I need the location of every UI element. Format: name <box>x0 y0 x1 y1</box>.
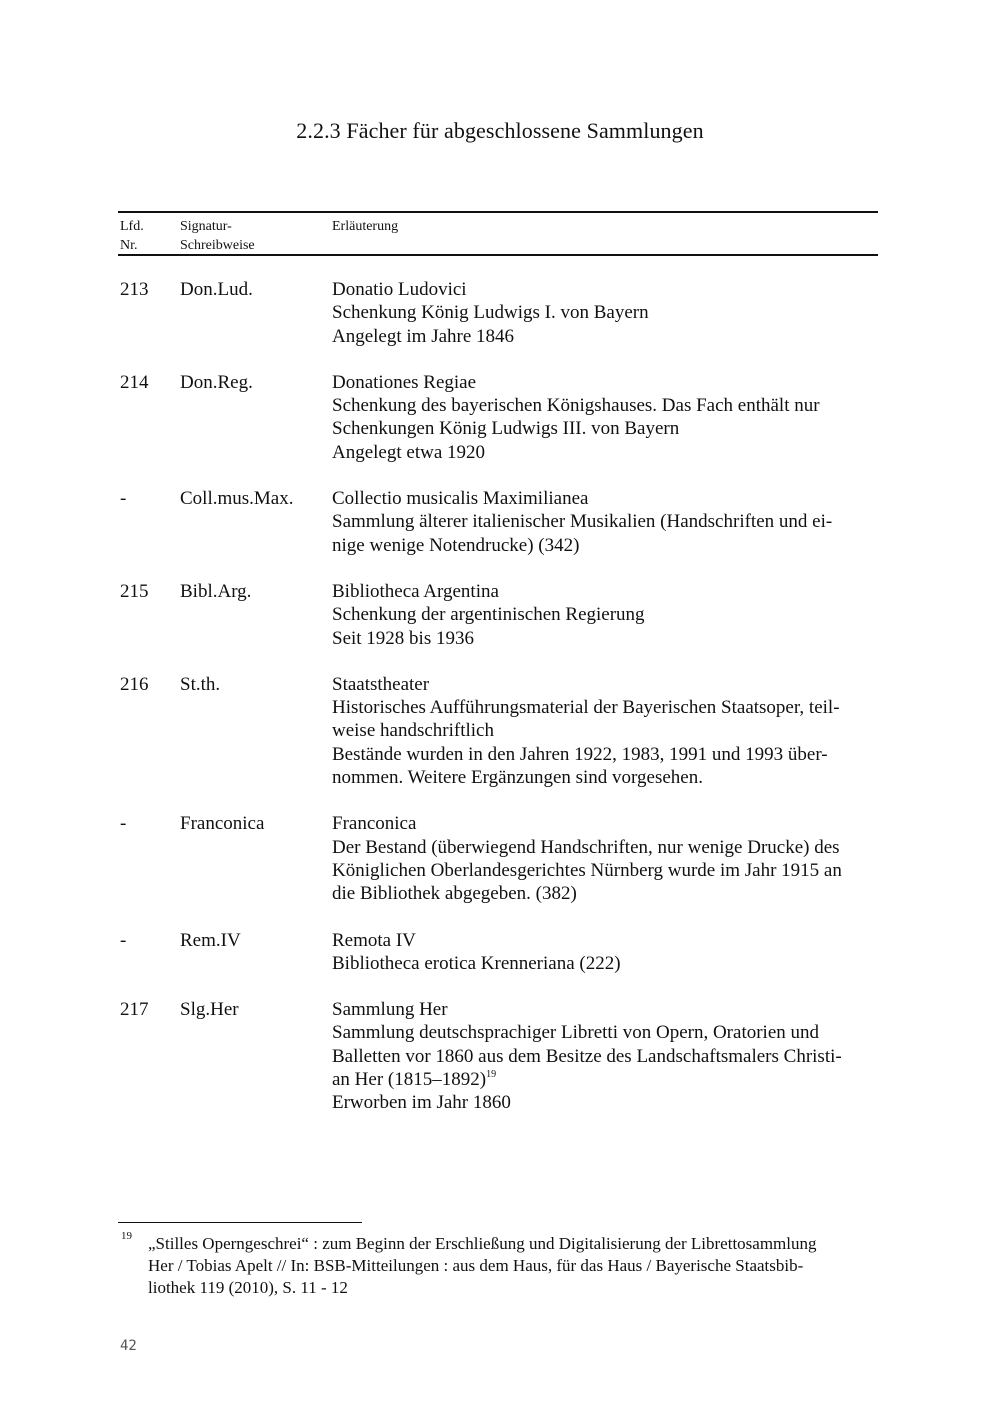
table-row <box>0 998 1000 1114</box>
description-line-text: Balletten vor 1860 aus dem Besitze des Landschaftsmalers Christi- <box>332 1045 842 1067</box>
row-number: 216 <box>120 673 149 695</box>
row-signatur: Rem.IV <box>180 929 241 951</box>
description-line <box>332 929 880 952</box>
row-description <box>332 998 880 1114</box>
row-signatur: Don.Lud. <box>180 279 253 300</box>
header-signatur <box>180 217 255 255</box>
row-signatur: Don.Reg. <box>180 371 253 393</box>
row-number: 213 <box>120 279 149 300</box>
footnote-line: liothek 119 (2010), S. 11 - 12 <box>148 1278 348 1297</box>
row-number: - <box>120 488 127 510</box>
description-line <box>332 417 880 440</box>
header-signatur-line1: Signatur- <box>180 219 232 234</box>
description-line <box>332 1045 880 1068</box>
description-line <box>332 673 880 696</box>
table-row <box>0 673 1000 789</box>
table-header-rule <box>118 254 878 256</box>
description-line <box>332 371 880 394</box>
description-line-text: Königlichen Oberlandesgerichtes Nürnberg wurde im Jahr 1915 an <box>332 859 842 881</box>
description-line-text: die Bibliothek abgegeben. (382) <box>332 883 577 905</box>
row-signatur: Coll.mus.Max. <box>180 488 294 510</box>
table-row <box>0 812 1000 905</box>
table-row <box>0 580 1000 650</box>
header-lfd: Lfd. <box>120 219 144 234</box>
description-line <box>332 812 880 835</box>
description-line <box>332 743 880 766</box>
row-description <box>332 487 880 557</box>
footnote-line: „Stilles Operngeschrei“ : zum Beginn der Erschließung und Digitalisierung der Librettosammlung <box>148 1234 817 1253</box>
table-row <box>0 929 1000 976</box>
row-description <box>332 371 880 464</box>
row-signatur: Franconica <box>180 813 265 835</box>
description-line-text: an Her (1815–1892) <box>332 1069 487 1091</box>
description-line <box>332 534 880 557</box>
row-number: 214 <box>120 371 149 393</box>
footnote-rule <box>118 1222 362 1223</box>
description-line <box>332 836 880 859</box>
row-signatur: St.th. <box>180 673 221 695</box>
row-signatur: Bibl.Arg. <box>180 580 252 602</box>
row-number: 215 <box>120 580 149 602</box>
row-number: - <box>120 813 127 835</box>
row-description <box>332 580 880 650</box>
description-line-text: Angelegt im Jahre 1846 <box>332 325 515 347</box>
footnote-line: Her / Tobias Apelt // In: BSB-Mitteilungen : aus dem Haus, für das Haus / Bayerische Staatsbib- <box>148 1256 804 1275</box>
description-line <box>332 1091 880 1114</box>
header-lfd-nr <box>120 217 144 255</box>
description-line-text: Bibliotheca Argentina <box>332 580 499 602</box>
description-line <box>332 580 880 603</box>
footnote-reference[interactable]: 19 <box>486 1069 497 1081</box>
description-line <box>332 510 880 533</box>
footnote-mark: 19 <box>121 1230 132 1242</box>
table-row <box>0 371 1000 464</box>
description-line <box>332 278 880 301</box>
description-line-text: Bibliotheca erotica Krenneriana (222) <box>332 952 621 974</box>
description-line-text: Der Bestand (überwiegend Handschriften, nur wenige Drucke) des <box>332 836 840 858</box>
description-line-text: nommen. Weitere Ergänzungen sind vorgesehen. <box>332 767 703 789</box>
description-line <box>332 441 880 464</box>
row-number: - <box>120 929 127 951</box>
description-line-text: Schenkungen König Ludwigs III. von Bayern <box>332 418 680 440</box>
description-line <box>332 859 880 882</box>
description-line-text: Sammlung Her <box>332 999 448 1021</box>
row-signatur: Slg.Her <box>180 999 239 1021</box>
row-description <box>332 929 880 976</box>
description-line-text: Donatio Ludovici <box>332 279 467 300</box>
description-line-text: Angelegt etwa 1920 <box>332 441 486 463</box>
description-line-text: Bestände wurden in den Jahren 1922, 1983, 1991 und 1993 über- <box>332 743 828 765</box>
description-line-text: weise handschriftlich <box>332 720 494 742</box>
table-row <box>0 487 1000 557</box>
description-line <box>332 1021 880 1044</box>
description-line <box>332 952 880 975</box>
description-line <box>332 487 880 510</box>
description-line-text: Schenkung König Ludwigs I. von Bayern <box>332 302 649 324</box>
description-line-text: Franconica <box>332 813 417 835</box>
row-description <box>332 812 880 905</box>
description-line <box>332 325 880 348</box>
description-line <box>332 998 880 1021</box>
header-erlaeuterung: Erläuterung <box>332 219 399 234</box>
table-body <box>0 278 1000 1138</box>
row-description <box>332 278 880 348</box>
description-line <box>332 766 880 789</box>
description-line-text: Seit 1928 bis 1936 <box>332 627 474 649</box>
description-line-text: Schenkung des bayerischen Königshauses. Das Fach enthält nur <box>332 395 820 417</box>
page-number: 42 <box>120 1338 137 1354</box>
description-line-text: Collectio musicalis Maximilianea <box>332 488 589 510</box>
description-line-text: Schenkung der argentinischen Regierung <box>332 604 645 626</box>
header-signatur-line2: Schreibweise <box>180 238 255 253</box>
description-line-text: Historisches Aufführungsmaterial der Bayerischen Staatsoper, teil- <box>332 697 840 719</box>
description-line <box>332 627 880 650</box>
description-line <box>332 394 880 417</box>
table-top-rule <box>118 211 878 213</box>
description-line <box>332 603 880 626</box>
description-line-text: Sammlung deutschsprachiger Libretti von Opern, Oratorien und <box>332 1022 820 1044</box>
page-title: 2.2.3 Fächer für abgeschlossene Sammlungen <box>296 118 704 143</box>
description-line-text: Erworben im Jahr 1860 <box>332 1092 511 1114</box>
description-line <box>332 301 880 324</box>
description-line-text: Sammlung älterer italienischer Musikalien (Handschriften und ei- <box>332 511 833 533</box>
description-line-text: Remota IV <box>332 929 416 951</box>
description-line <box>332 719 880 742</box>
description-line-text: nige wenige Notendrucke) (342) <box>332 534 580 556</box>
description-line <box>332 696 880 719</box>
row-description <box>332 673 880 789</box>
description-line <box>332 882 880 905</box>
table-row <box>0 278 1000 348</box>
row-number: 217 <box>120 999 149 1021</box>
header-nr: Nr. <box>120 238 138 253</box>
description-line <box>332 1068 880 1091</box>
description-line-text: Donationes Regiae <box>332 371 477 393</box>
description-line-text: Staatstheater <box>332 673 430 695</box>
footnote-text <box>148 1233 878 1299</box>
